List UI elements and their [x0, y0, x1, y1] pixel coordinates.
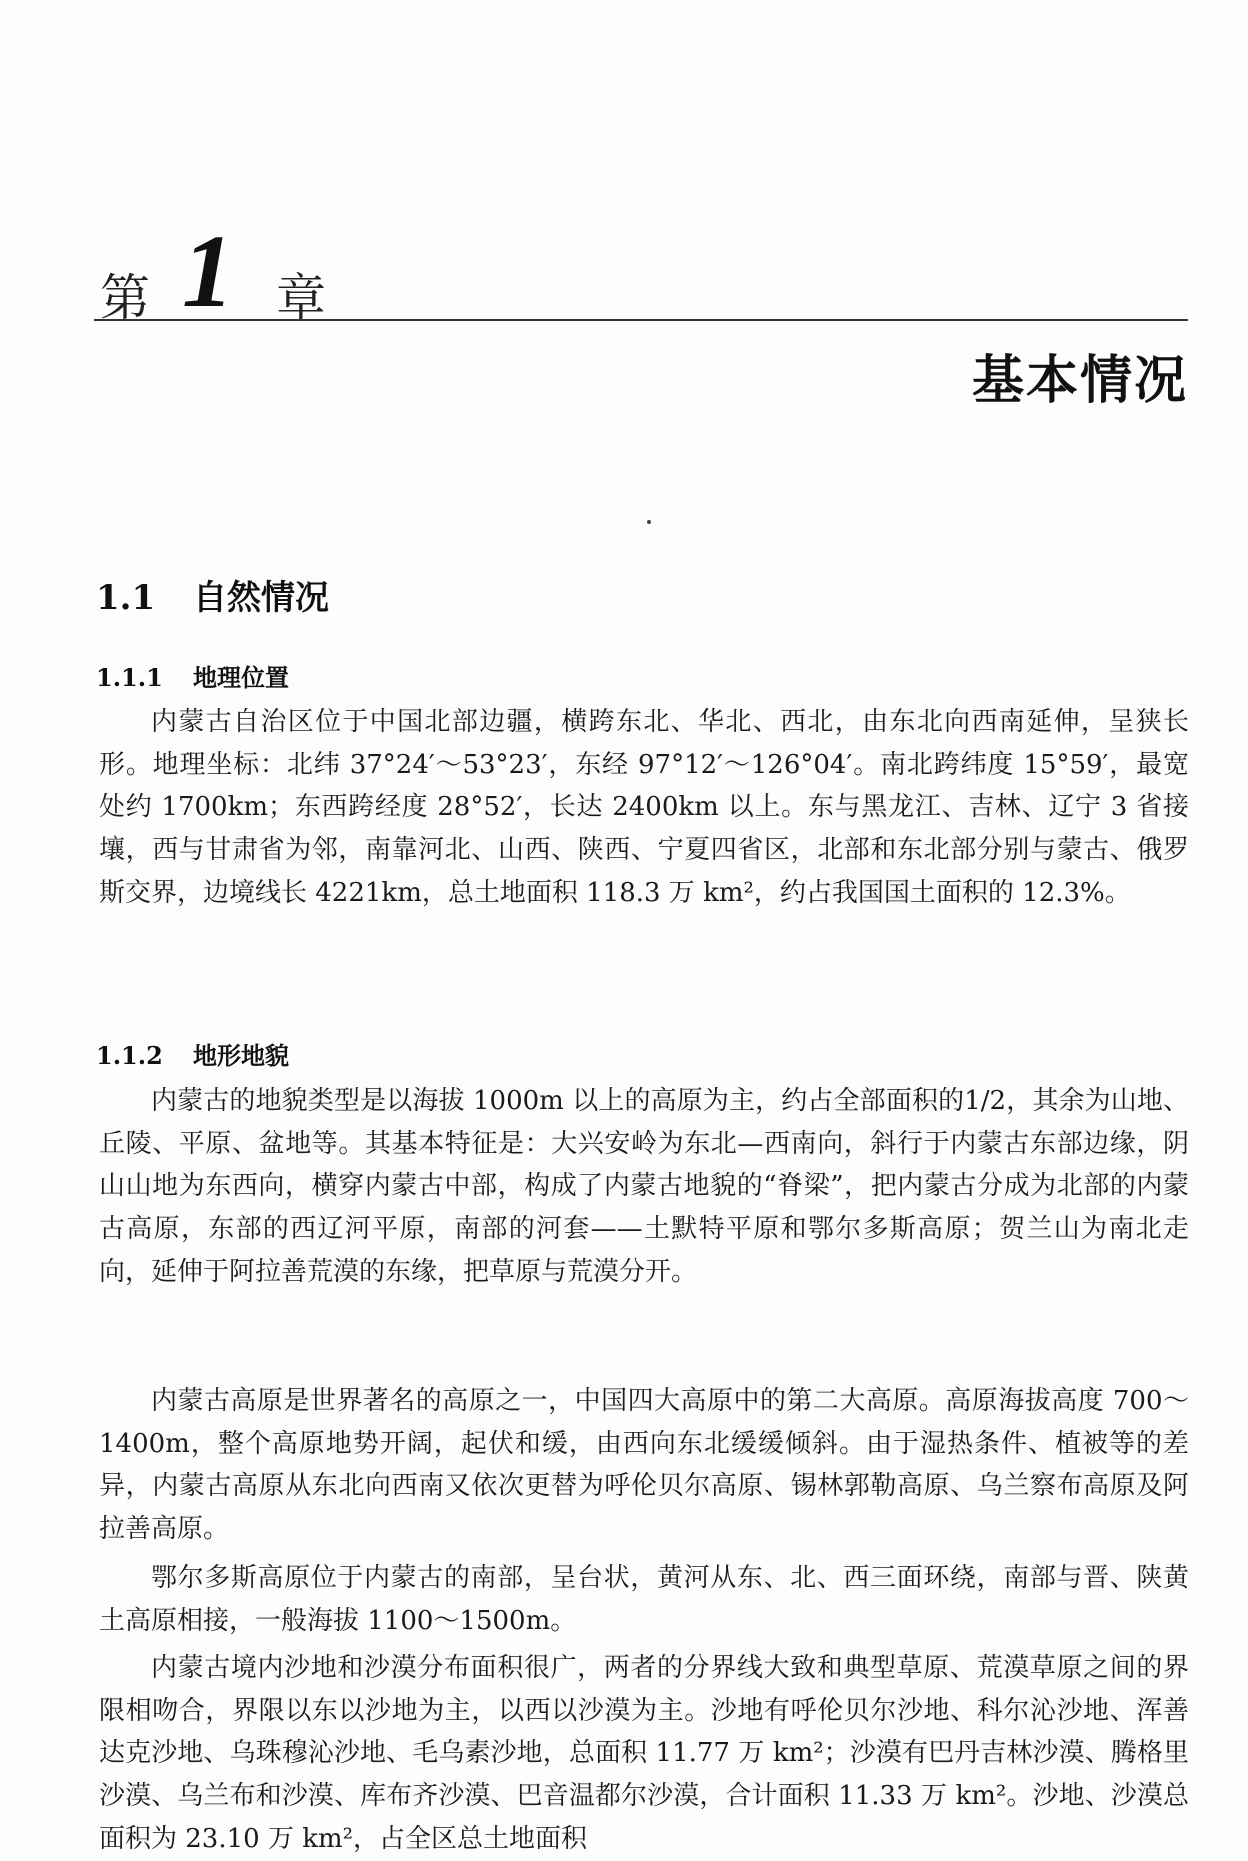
chapter-heading — [100, 214, 1100, 329]
subsection-title: 地理位置 — [193, 663, 289, 692]
chapter-prefix: 第 — [100, 269, 150, 327]
subsection-number: 1.1.1 — [96, 663, 163, 692]
section-title: 自然情况 — [193, 578, 329, 618]
subsection-number: 1.1.2 — [96, 1041, 163, 1070]
section-number: 1.1 — [96, 578, 156, 618]
chapter-suffix: 章 — [276, 269, 326, 327]
paragraph: 鄂尔多斯高原位于内蒙古的南部，呈台状，黄河从东、北、西三面环绕，南部与晋、陕黄土高原相接，一般海拔 1100～1500m。 — [99, 1563, 1189, 1636]
paragraph: 内蒙古自治区位于中国北部边疆，横跨东北、华北、西北，由东北向西南延伸，呈狭长形。地理坐标：北纬 37°24′～53°23′，东经 97°12′～126°04′。南北跨纬度 15°59′，最宽处约 1700km；东西跨经度 28°52′，长达 2400km 以上。东与黑龙江、吉林、辽宁 3 省接壤，西与甘肃省为邻，南靠河北、山西、陕西、宁夏四省区，北部和东北部分别与蒙古、俄罗斯交界，边境线长 4221km，总土地面积 118.3 万 km²，约占我国国土面积的 12.3%。 — [99, 707, 1189, 908]
chapter-title: 基本情况 — [971, 351, 1188, 411]
paragraph: 内蒙古境内沙地和沙漠分布面积很广，两者的分界线大致和典型草原、荒漠草原之间的界限相吻合，界限以东以沙地为主，以西以沙漠为主。沙地有呼伦贝尔沙地、科尔沁沙地、浑善达克沙地、乌珠穆沁沙地、毛乌素沙地，总面积 11.77 万 km²；沙漠有巴丹吉林沙漠、腾格里沙漠、乌兰布和沙漠、库布齐沙漠、巴音温都尔沙漠，合计面积 11.33 万 km²。沙地、沙漠总面积为 23.10 万 km²，占全区总土地面积 — [99, 1653, 1189, 1854]
paragraph: 内蒙古的地貌类型是以海拔 1000m 以上的高原为主，约占全部面积的1/2，其余为山地、丘陵、平原、盆地等。其基本特征是：大兴安岭为东北—西南向，斜行于内蒙古东部边缘，阴山山地为东西向，横穿内蒙古中部，构成了内蒙古地貌的“脊梁”，把内蒙古分成为北部的内蒙古高原，东部的西辽河平原，南部的河套——土默特平原和鄂尔多斯高原；贺兰山为南北走向，延伸于阿拉善荒漠的东缘，把草原与荒漠分开。 — [99, 1086, 1189, 1287]
subsection-heading — [96, 1036, 289, 1071]
section-heading — [96, 570, 329, 619]
paragraph: 内蒙古高原是世界著名的高原之一，中国四大高原中的第二大高原。高原海拔高度 700～1400m，整个高原地势开阔，起伏和缓，由西向东北缓缓倾斜。由于湿热条件、植被等的差异，内蒙古高原从东北向西南又依次更替为呼伦贝尔高原、锡林郭勒高原、乌兰察布高原及阿拉善高原。 — [99, 1386, 1189, 1545]
subsection-title: 地形地貌 — [193, 1041, 289, 1070]
chapter-divider — [94, 319, 1188, 321]
ink-speck — [647, 520, 651, 524]
chapter-number: 1 — [182, 214, 234, 329]
subsection-heading — [96, 658, 289, 693]
